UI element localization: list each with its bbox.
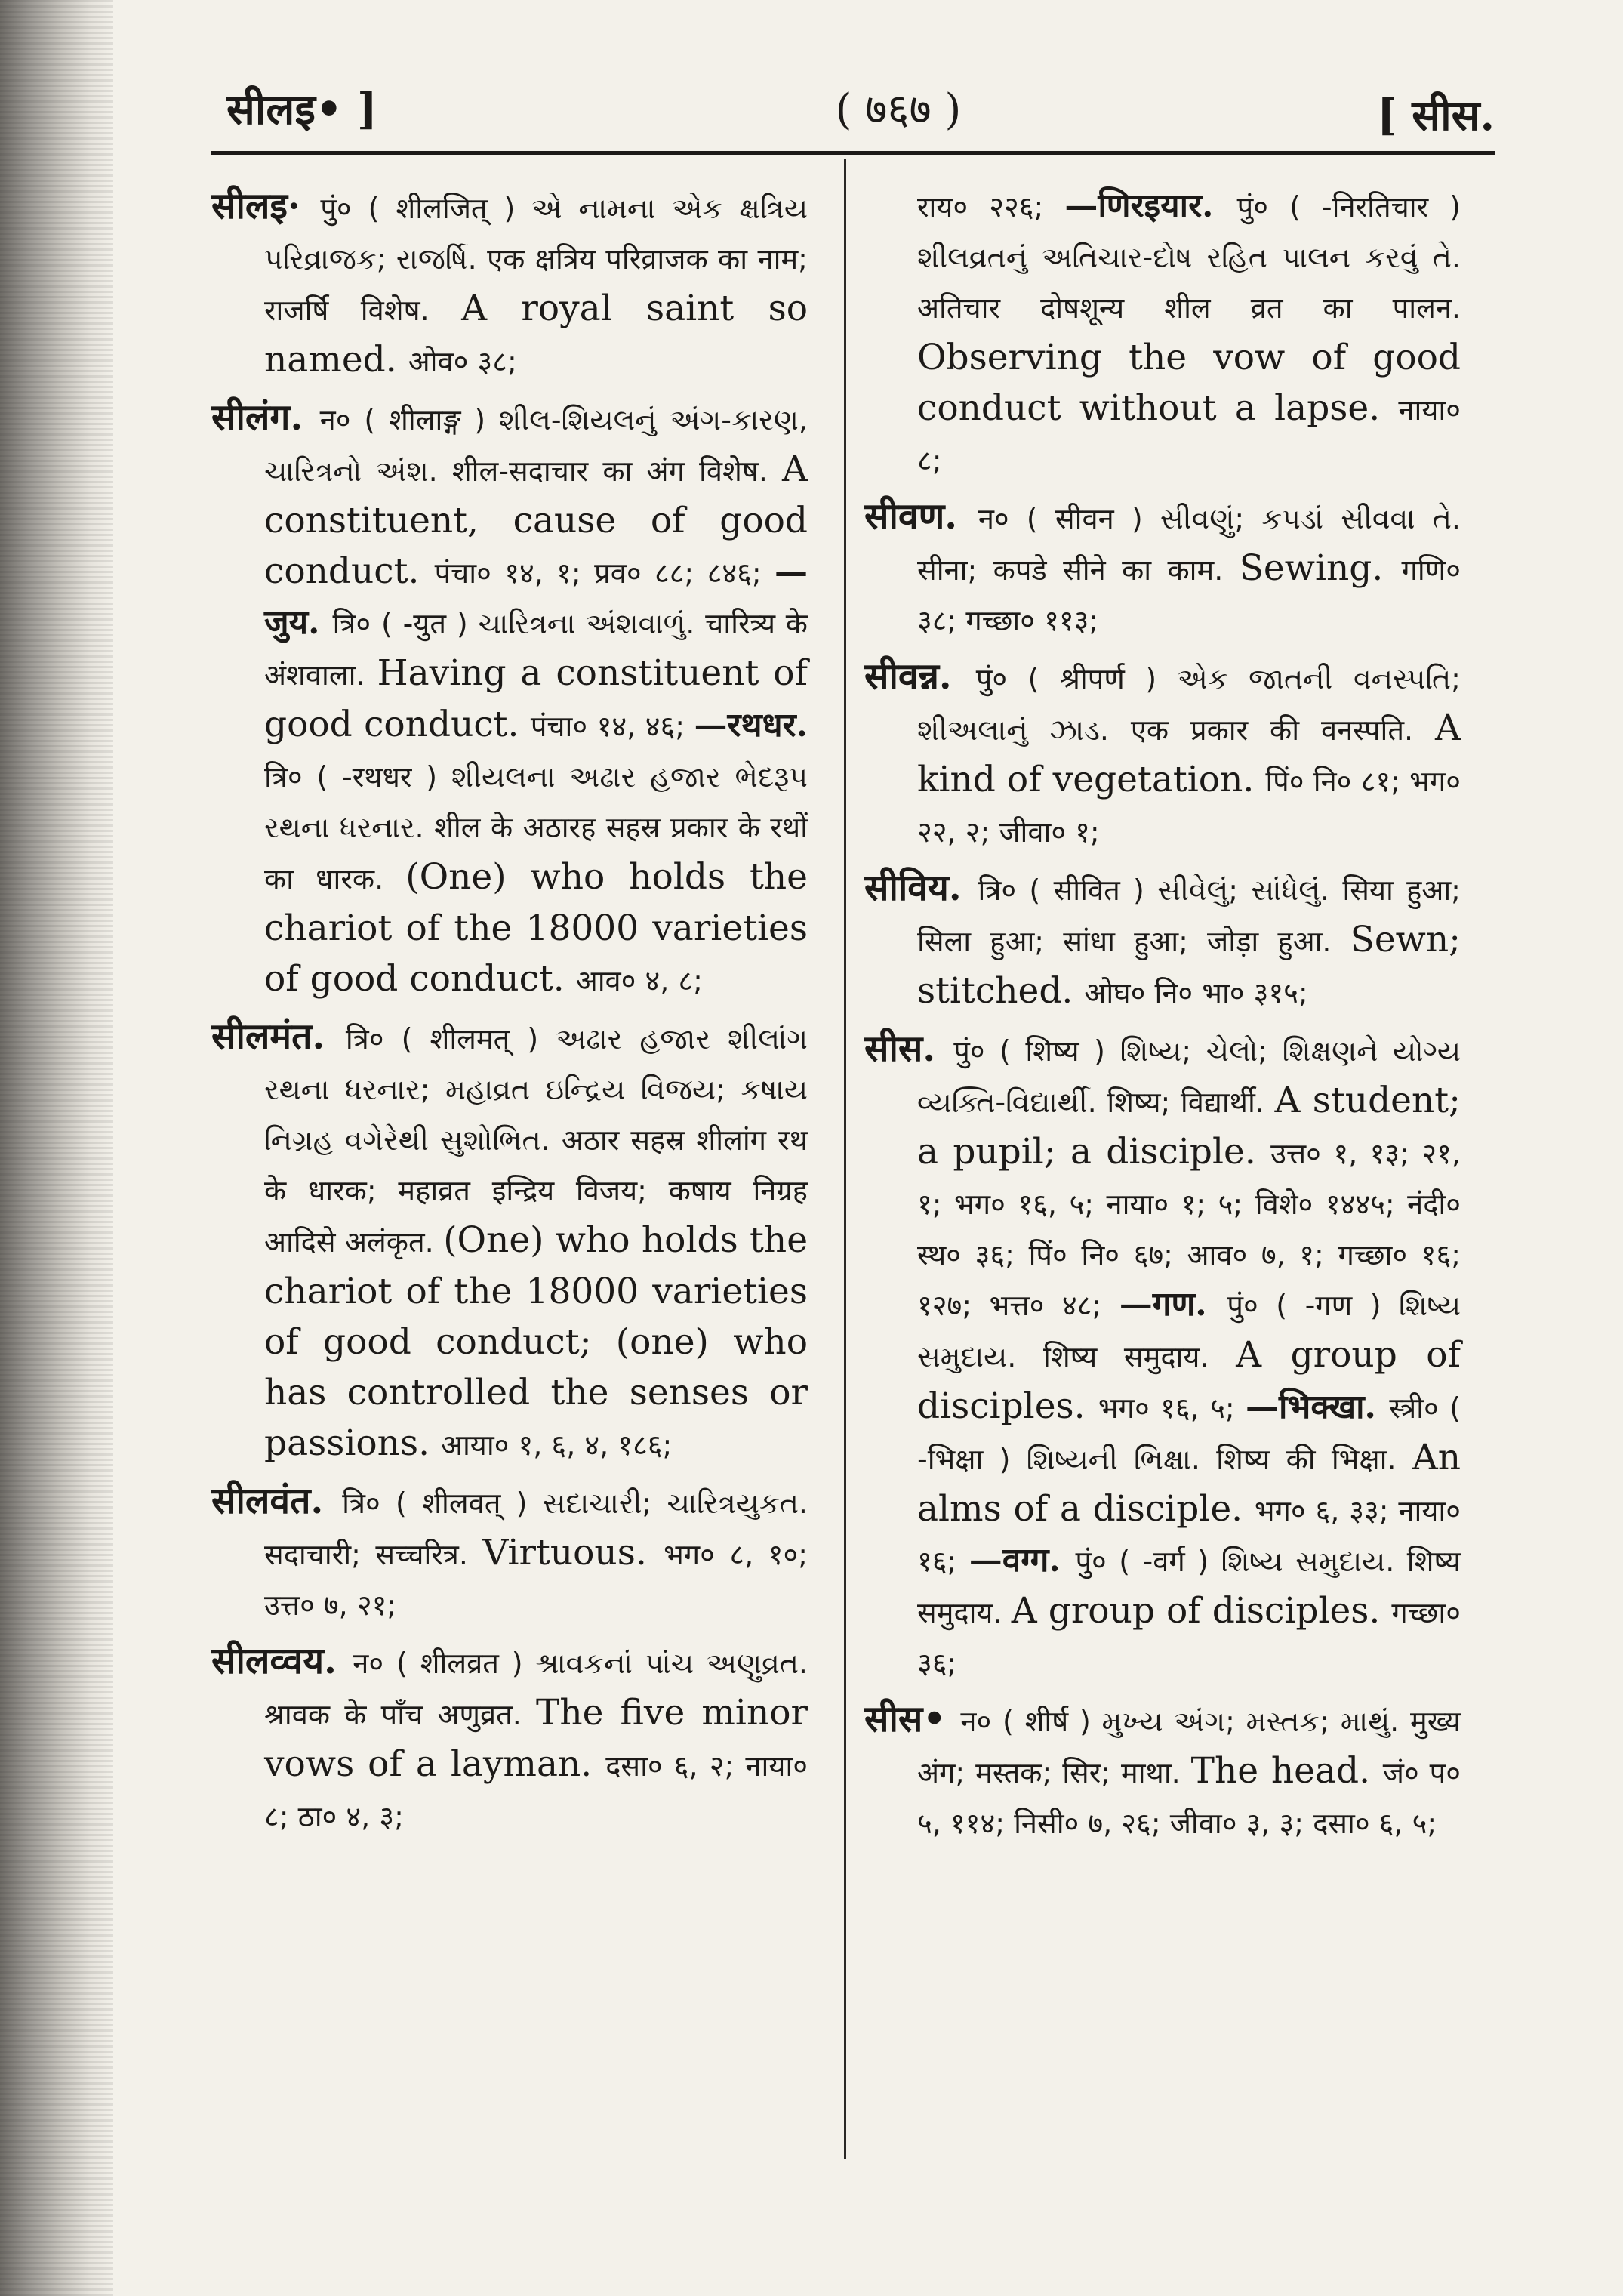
- dictionary-entry: [864, 1024, 1461, 1688]
- dictionary-page: [204, 53, 1495, 2265]
- etymology: ( शीर्ष ): [1002, 1705, 1102, 1738]
- gujarati-definition: એ નામના એક ક્ષત્રિય પરિવ્રાજક; રાજર્ષિ.: [264, 192, 808, 276]
- part-of-speech: पुं०: [1075, 1545, 1119, 1578]
- hindi-definition: सदाचारी; सच्चरित्र.: [264, 1538, 483, 1571]
- dictionary-entry: [864, 492, 1461, 646]
- hindi-definition: श्रावक के पाँच अणुव्रत.: [264, 1698, 537, 1731]
- english-definition: A constituent, cause of good conduct.: [264, 448, 808, 592]
- headword: सीस•: [864, 1698, 961, 1740]
- part-of-speech: पुं०: [953, 1034, 1000, 1068]
- headword: सीस.: [864, 1028, 954, 1070]
- references: पंचा० १४, ४६;: [530, 710, 694, 743]
- etymology: ( शिष्य ): [999, 1034, 1120, 1068]
- part-of-speech: त्रि०: [345, 1022, 402, 1056]
- english-definition: A kind of vegetation.: [917, 707, 1461, 800]
- dictionary-entry: [211, 1476, 808, 1630]
- etymology: ( सीवन ): [1026, 502, 1160, 535]
- english-definition: (One) who holds the chariot of the 18000 varieties of good conduct; (one) who has controlled the senses or passions.: [264, 1219, 808, 1464]
- part-of-speech: पुं०: [975, 662, 1028, 695]
- headword: सीविय.: [864, 867, 978, 909]
- dictionary-entry: [211, 1012, 808, 1470]
- references: पंचा० १४, १; प्रव० ८८; ८४६;: [434, 556, 775, 590]
- gujarati-definition: સીવણું; કપડાં સીવવા તે.: [1160, 502, 1461, 535]
- part-of-speech: न०: [960, 1705, 1002, 1738]
- references: आव० ४, ८;: [575, 964, 703, 997]
- left-guide-word: सीलइ• ]: [226, 85, 377, 134]
- gujarati-definition: એક જાતની વનસ્પતિ; શીઅલાનું ઝાડ.: [917, 662, 1461, 747]
- gujarati-definition: મુખ્ય અંગ; મસ્તક; માથું.: [1101, 1705, 1410, 1738]
- hindi-definition: शिष्य की भिक्षा.: [1216, 1443, 1412, 1476]
- right-guide-word: [ सीस.: [1377, 91, 1495, 140]
- part-of-speech: त्रि०: [264, 760, 317, 794]
- references: पिं० नि० ८१; भग० २२, २; जीवा० १;: [917, 765, 1461, 849]
- dictionary-entry: [864, 652, 1461, 857]
- english-definition: The head.: [1190, 1750, 1383, 1792]
- english-definition: An alms of a disciple.: [917, 1437, 1461, 1530]
- sub-headword: —रथधर.: [694, 706, 808, 744]
- references: गणि० ३८; गच्छा० ११३;: [917, 553, 1461, 637]
- dictionary-entry: [864, 1694, 1461, 1848]
- hindi-definition: शील के अठारह सहस्र प्रकार के रथों का धारक.: [264, 811, 808, 895]
- etymology: ( श्रीपर्ण ): [1027, 662, 1178, 695]
- sub-headword: —णिरइयार.: [1064, 186, 1237, 225]
- headword: सीलवंत.: [211, 1480, 343, 1522]
- hindi-definition: शिष्य; विद्यार्थी.: [1107, 1086, 1275, 1119]
- gujarati-definition: સીવેલું; સાંધેલું.: [1157, 874, 1343, 907]
- hindi-definition: चारित्र्य के अंशवाला.: [264, 607, 808, 692]
- gujarati-definition: શીલવ્રતનું અતિચાર-દોષ રહિત પાલન કરવું તે.: [917, 241, 1461, 274]
- etymology: ( शीलमत् ): [401, 1022, 556, 1056]
- headword: सीलइ·: [211, 185, 321, 227]
- part-of-speech: पुं०: [320, 192, 368, 225]
- gujarati-definition: શીયલના અઢાર હજાર ભેદરૂપ રથના ધરનાર.: [264, 760, 808, 844]
- headword: सीवण.: [864, 495, 978, 538]
- sub-headword: —वग्ग.: [969, 1541, 1076, 1579]
- hindi-definition: अठार सहस्र शीलांग रथ के धारक; महाव्रत इन्द्रिय विजय; कषाय निग्रह आदिसे अलंकृत.: [264, 1123, 808, 1259]
- headword: सीलंग.: [211, 396, 320, 439]
- gujarati-definition: શિષ્ય; ચેલો; શિક્ષણને યોગ્ય વ્યક્તિ-વિદ્યાર્થી.: [917, 1034, 1461, 1119]
- hindi-definition: सिया हुआ; सिला हुआ; सांधा हुआ; जोड़ा हुआ.: [917, 874, 1461, 958]
- etymology: ( शीलजित् ): [368, 192, 532, 225]
- book-binding-edge: [0, 0, 113, 2296]
- etymology: ( शीलव्रत ): [396, 1647, 536, 1680]
- part-of-speech: त्रि०: [978, 874, 1030, 907]
- english-definition: Observing the vow of good conduct without a lapse.: [917, 337, 1461, 429]
- continued-entry: [864, 181, 1461, 485]
- english-definition: Sewing.: [1239, 547, 1402, 589]
- etymology: ( सीवित ): [1029, 874, 1158, 907]
- gujarati-definition: અઢાર હજાર શીલાંગ રથના ધરનાર; મહાવ્રત ઇન્દ્રિય વિજય; કષાય નિગ્રહ વગેરેથી સુશોભિત.: [264, 1022, 808, 1157]
- headword: सीलमंत.: [211, 1015, 346, 1058]
- english-definition: Virtuous.: [482, 1532, 664, 1573]
- headword: सीलव्वय.: [211, 1640, 353, 1682]
- english-definition: Having a constituent of good conduct.: [264, 652, 808, 745]
- references: जं० प० ५, ११४; निसी० ७, २६; जीवा० ३, ३; दसा० ६, ५;: [917, 1756, 1461, 1840]
- english-definition: A student; a pupil; a disciple.: [917, 1080, 1461, 1173]
- hindi-definition: शिष्य समुदाय.: [917, 1545, 1461, 1629]
- column-divider: [844, 159, 846, 2159]
- gujarati-definition: શીલ-શિયલનું અંગ-કારણ, ચારિત્રનો અંશ.: [264, 403, 808, 488]
- etymology: ( -रथधर ): [316, 760, 451, 794]
- gujarati-definition: શ્રાવકનાં પાંચ અણુવ્રત.: [535, 1647, 808, 1680]
- references: ओव० ३८;: [408, 345, 517, 378]
- gujarati-definition: શિષ્ય સમુદાય.: [1221, 1545, 1407, 1578]
- right-column: [864, 181, 1461, 1854]
- part-of-speech: पुं०: [1227, 1289, 1277, 1322]
- english-definition: Sewn; stitched.: [917, 919, 1461, 1012]
- gujarati-definition: શિષ્યની ભિક્ષા.: [1026, 1443, 1217, 1476]
- references: आया० १, ६, ४, १८६;: [440, 1428, 673, 1462]
- page-number: ( ७६७ ): [835, 85, 962, 134]
- hindi-definition: एक प्रकार की वनस्पति.: [1130, 713, 1436, 747]
- headword: सीवन्न.: [864, 655, 976, 698]
- references: उत्त० १, १३; २१, १; भग० १६, ५; नाया० १; ५; विशे० १४४५; नंदी० स्थ० ३६; पिं० नि० ६७; आव० ७, १; गच्छा० १६; १२७; भत्त० ४८;: [917, 1137, 1461, 1322]
- references: ओघ० नि० भा० ३१५;: [1084, 976, 1308, 1009]
- hindi-definition: अतिचार दोषशून्य शील व्रत का पालन.: [917, 291, 1461, 325]
- references: नाया० ८;: [917, 393, 1461, 477]
- references: राय० २२६;: [917, 190, 1065, 223]
- english-definition: The five minor vows of a layman.: [264, 1692, 808, 1785]
- gujarati-definition: સદાચારી; ચારિત્રયુકત.: [542, 1487, 808, 1520]
- hindi-definition: एक क्षत्रिय परिव्राजक का नाम; राजर्षि विशेष.: [264, 242, 808, 327]
- english-definition: (One) who holds the chariot of the 18000 varieties of good conduct.: [264, 856, 808, 1000]
- part-of-speech: न०: [978, 502, 1027, 535]
- dictionary-entry: [211, 1636, 808, 1841]
- sub-headword: —गण.: [1119, 1285, 1227, 1324]
- part-of-speech: त्रि०: [332, 607, 381, 640]
- hindi-definition: शिष्य समुदाय.: [1043, 1340, 1236, 1373]
- hindi-definition: मुख्य अंग; मस्तक; सिर; माथा.: [917, 1705, 1461, 1789]
- part-of-speech: त्रि०: [342, 1487, 396, 1520]
- english-definition: A group of disciples.: [917, 1334, 1461, 1427]
- etymology: ( -युत ): [380, 607, 479, 640]
- references: गच्छा० ३६;: [917, 1596, 1461, 1680]
- english-definition: A group of disciples.: [1011, 1590, 1392, 1632]
- etymology: ( शीलाङ्ग ): [364, 403, 499, 436]
- part-of-speech: पुं०: [1236, 190, 1290, 223]
- part-of-speech: न०: [353, 1647, 396, 1680]
- etymology: ( -गण ): [1276, 1289, 1400, 1322]
- dictionary-entry: [211, 393, 808, 1006]
- page-header: [204, 64, 1495, 147]
- english-definition: A royal saint so named.: [264, 288, 808, 381]
- hindi-definition: शील-सदाचार का अंग विशेष.: [451, 455, 783, 488]
- dictionary-entry: [211, 181, 808, 387]
- gujarati-definition: ચારિત્રના અંશવાળું.: [478, 607, 706, 640]
- gujarati-definition: શિષ્ય સમુદાય.: [917, 1289, 1461, 1373]
- etymology: ( -वर्ग ): [1119, 1545, 1221, 1578]
- header-rule: [211, 151, 1495, 155]
- etymology: ( -निरतिचार ): [1289, 190, 1461, 223]
- sub-headword: —जुय.: [264, 553, 808, 642]
- etymology: ( -भिक्षा ): [917, 1391, 1461, 1476]
- part-of-speech: स्त्री०: [1389, 1391, 1450, 1425]
- hindi-definition: सीना; कपडे सीने का काम.: [917, 553, 1240, 587]
- left-column: [211, 181, 808, 1848]
- sub-headword: —भिक्खा.: [1246, 1388, 1390, 1426]
- references: दसा० ६, २; नाया० ८; ठा० ४, ३;: [264, 1749, 808, 1833]
- etymology: ( शीलवत् ): [396, 1487, 543, 1520]
- references: भग० ८, १०; उत्त० ७, २१;: [264, 1538, 808, 1622]
- references: भग० ६, ३३; नाया० १६;: [917, 1494, 1461, 1578]
- references: भग० १६, ५;: [1098, 1391, 1246, 1425]
- part-of-speech: न०: [319, 403, 365, 436]
- dictionary-entry: [864, 863, 1461, 1018]
